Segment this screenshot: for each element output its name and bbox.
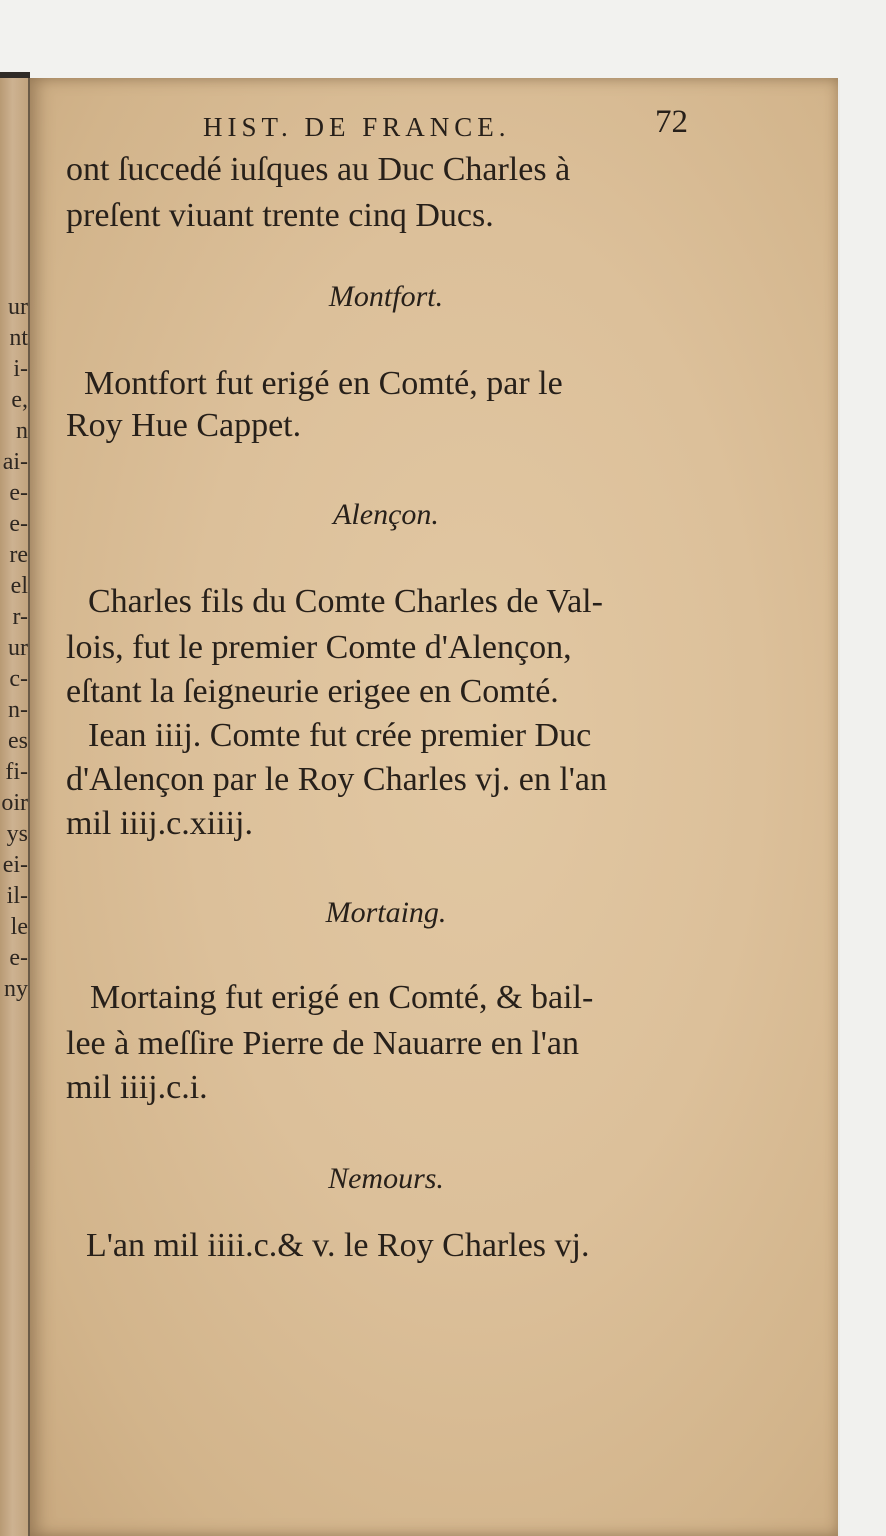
fragment-line: nt [9, 325, 28, 351]
body-line: preſent viuant trente cinq Ducs. [66, 197, 494, 234]
body-line: mil iiij.c.i. [66, 1069, 208, 1106]
page-number: 72 [655, 104, 688, 140]
body-line: eſtant la ſeigneurie erigee en Comté. [66, 673, 559, 710]
fragment-line: le [10, 914, 28, 940]
body-line: Charles fils du Comte Charles de Val- [88, 583, 603, 620]
fragment-line: ys [6, 821, 28, 847]
fragment-line: c- [9, 666, 28, 692]
fragment-line: re [9, 542, 28, 568]
fragment-line: es [8, 728, 28, 754]
fragment-line: ny [4, 976, 28, 1002]
section-heading: Montfort. [328, 280, 444, 313]
body-line: Iean iiij. Comte fut crée premier Duc [88, 717, 592, 754]
body-line: Mortaing fut erigé en Comté, & bail- [90, 979, 594, 1016]
fragment-line: e- [9, 511, 28, 537]
fragment-line: oir [1, 790, 28, 816]
fragment-line: el [10, 573, 28, 599]
book-page [30, 78, 838, 1536]
fragment-line: fi- [5, 759, 28, 785]
fragment-line: il- [6, 883, 28, 909]
fragment-line: ei- [2, 852, 28, 878]
body-line: ont ſuccedé iuſques au Duc Charles à [66, 151, 571, 188]
previous-page-fragments [1, 292, 28, 1005]
fragment-line: ai- [2, 449, 28, 475]
body-line: lee à meſſire Pierre de Nauarre en l'an [66, 1025, 580, 1062]
background-top [0, 0, 886, 80]
body-line: Roy Hue Cappet. [66, 407, 302, 444]
body-line: lois, fut le premier Comte d'Alençon, [66, 629, 572, 666]
body-line: L'an mil iiii.c.& v. le Roy Charles vj. [86, 1227, 590, 1264]
fragment-line: ur [8, 294, 28, 320]
body-line: d'Alençon par le Roy Charles vj. en l'an [66, 761, 607, 798]
body-line: mil iiij.c.xiiij. [66, 805, 253, 842]
section-heading: Mortaing. [325, 896, 447, 929]
running-head: HIST. DE FRANCE. [203, 112, 511, 142]
body-line: Montfort fut erigé en Comté, par le [84, 365, 563, 402]
fragment-line: r- [12, 604, 28, 630]
fragment-line: e- [9, 945, 28, 971]
section-heading: Alençon. [333, 498, 439, 531]
fragment-line: e, [11, 387, 28, 413]
fragment-line: ur [8, 635, 28, 661]
section-heading: Nemours. [328, 1162, 444, 1195]
fragment-line: i- [13, 356, 28, 382]
background-right [840, 0, 886, 1536]
fragment-line: n- [8, 697, 28, 723]
fragment-line: n [16, 418, 28, 444]
fragment-line: e- [9, 480, 28, 506]
